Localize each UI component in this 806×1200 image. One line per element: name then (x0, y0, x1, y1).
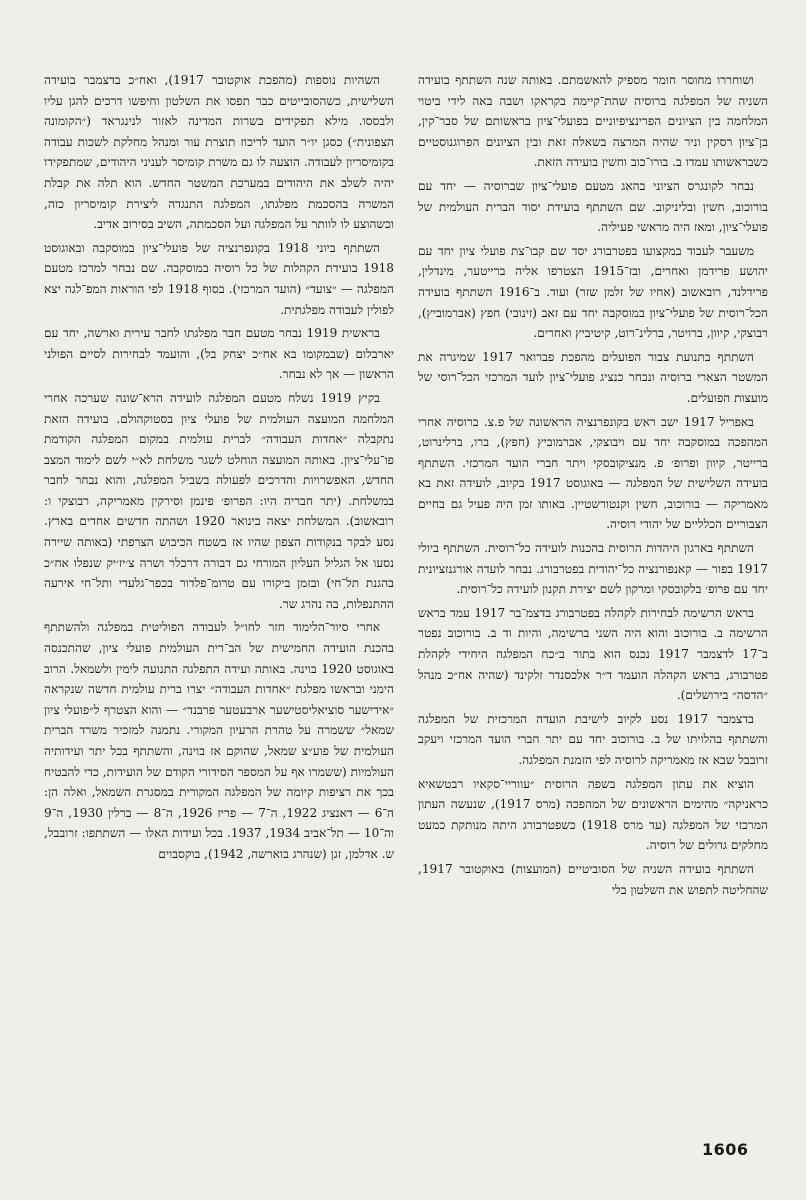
right-column (418, 70, 768, 903)
page-number: 1606 (702, 1140, 749, 1159)
paragraph: בראשית 1919 נבחר מטעם חבר מפלגתו לחבר עירית וארשה, יחד עם יארבלום (שבמקומו בא אח״כ יצחק בל), והועמד לבחירות לסיים הפולני הראשון — אך לא נבחר. (44, 326, 394, 382)
paragraph: אחרי סיור־הלימוד חזר לחו״ל לעבודה הפוליטית במפלגה ולהשתתף בהכנת הועידה החמישית של הב־רית העולמית פועלי ציון, שהתכנסה באוגוסט 1920 בוינה. באותה ועידה התפלגה התנועה לימין ולשמאל. הרוב הימני ובראשו מפלגת ״אחדות העבודה״ יצרו ברית עולמית חדשה שנקראה ״אידישער סוציאליסטישער ארבעטער פרבנד״ — והוא הצטרף ל״פועלי ציון שמאל״ ששמרה על טהרת הרעיון המקורי. נתמנה למזכיר משרד הברית העולמית של פוע״צ שמאל, שהוקם אז בוינה, והשתתף בכל יתר ועידותיה העולמיות (ששמרו אף על המספר הסידורי הקודם של הועידות, כדי להבטיח בכך את רציפות קיומה של המפלגה המקורית במסגרת השמאל, ואלה הן: ה־6 — דאנציג 1922, ה־7 — פריז 1926, ה־8 — ברלין 1930, ה־9 וה־10 — תל־אביב 1934, 1937. בכל ועידות האלו — השתתפו: זרובבל, ש. אדלמן, זגן (שנהרג בוארשה, 1942), בוקסבוים (44, 620, 394, 861)
paragraph: ושוחררו מחוסר חומר מספיק להאשמתם. באותה שנה השתתף בועידה השניה של המפלגה ברוסיה שהת־קיימה בקראקו ושבה באה לידי ביטוי המלחמה בין הציונים הפרינציפיוניים בפועלי־ציון בראשותם של סבר־קין, בן־ציון רסקין וניר שהיה המרצה בשאלה זאת ובין הציונים הפרוגנוסטיים כשבראשותו עמדו ב. בורו־כוב וחשין בועידה הזאת. (418, 73, 768, 170)
paragraph: השתתף בתנועת צבור הפועלים מהפכת פברואר 1917 שמיגרה את המשטר הצארי ברוסיה ונבחר כנציג פועלי־ציון לועד המרכזי הכל־רוסי של מועצות הפועלים. (418, 349, 768, 405)
paragraph: נבחר לקונגרס הציוני בהאג מטעם פועלי־ציון שברוסיה — יחד עם בורוכוב, חשין ובליניקוב. שם השתתף בועידת יסוד הברית העולמית של פועלי־ציון, ומאז היה מראשי פעיליה. (418, 178, 768, 235)
paragraph: באפריל 1917 ישב ראש בקונפרנציה הראשונה של פ.צ. ברוסיה אחרי המהפכה במוסקבה יחד עם ויבוצקי, אברמוביץ (חפץ), ברו, ברלינרוט, ברייטר, קיוון ופרופ׳ פ. מנציקובסקי ויתר חברי הועד המרכזי. השתתף בועידה השלישית של המפלגה — באוגוסט 1917 בקיוב, לועידה זאת בא מאמריקה — בורוכוב, חשין וקנטורשטיין. באותו זמן היה פעיל גם בחיים הצבוריים הכלליים של יהודי רוסיה. (418, 414, 768, 532)
paragraph: משעבר לעבוד במקצועו בפטרבורג יסד שם קבו־צת פועלי ציון יחד עם יהושע פרידמן ואחרים, ובז־1915 הצטרפו אליה ברייטער, מינדלין, פרידלנד, רובאשוב (אחיו של זלמן שזר) ועוד. ב־1916 השתתף בועידה הכל־רוסית של פועלי־ציון במוסקבה יחד עם זאב (זינובי) חפץ (אברמוביץ), רבוצקי, קיוון, ברויטר, ברלינ־רוט, קיטיביץ ואחרים. (418, 243, 768, 341)
paragraph: הוציא את עתון המפלגה בשפה הרוסית ״עווריי־סקאיו רבטשאיא כראניקה״ מהימים הראשונים של המהפכה (מרס 1917), שנעשה העתון המרכזי של המפלגה (עד מרס 1918) כשפטרבורג היתה מנותקת כמעט מחלקים גדולים של רוסיה. (418, 776, 768, 853)
paragraph: בדצמבר 1917 נסע לקיוב לישיבת הועדה המרכזית של המפלגה והשתתף בהלויתו של ב. בורוכוב יחד עם יתר חברי הועד המרכזי ויעקב זרובבל שבא אז מאמריקה לרוסיה לפי הזמנת המפלגה. (418, 711, 768, 767)
paragraph: בקיץ 1919 נשלח מטעם המפלגה לועידה הרא־שונה שערכה אחרי המלחמה המועצה העולמית של פועלי ציון בסטוקהולם. בועידה הזאת נתקבלה ״אחדות העבודה״ לברית עולמית במקום המפלגה הקודמת פו־עלי־ציון. באותה המועצה הוחלט לשגר משלחת לא״י לשם לימוד המצב החדש, האפשרויות והדרכים לפעולה בשביל המפלגה, והוא נבחר לחבר במשלחת. (יתר חבריה היו: הפרופ׳ פינמן וסירקין מאמריקה, רבוצקי ו: רובאשוב). המשלחת יצאה בינואר 1920 ושהתה חדשים אחדים בארץ. נסע לבקר בנקודות הצפון שהיו אז בשטח הכיבוש הצרפתי (באותה שיירה נסעו אל הגליל העליון המורחי גם דבורה דרכלר ושרה צ׳יז׳יק שנפלו אח״כ בהגנת תל־חי) ובזמן ביקורו עם טרומ־פלדור בכפר־גלעדי ותל־חי אירעה ההתנפלות, בה נהרג שר. (44, 390, 395, 611)
paragraph: בראש הרשימה לבחירות לקהלה בפטרבורג בדצמ־בר 1917 עמד בראש הרשימה ב. בורוכוב והוא היה השני ברשימה, והיות וד ב. בורוכוב נפטר ב־17 לדצמבר 1917 נכנס הוא בתור ב״כח המפלגה היחידי לקהלת פטרבורג, בראש הקהלה הועמד ד״ר אלכסנדר זלקינד (שהיה אח״כ מנהל ״הדסה״ בירושלים). (418, 605, 769, 703)
paragraph: השהיות נוספות (מהפכת אוקטובר 1917), ואח״כ בדצמבר בועידה השלישית, כשהסובייטים כבר תפסו את השלטון וחיפשו דרכים להגן עליו ולבססו. מילא תפקידים בשרות המדינה לאזור לנינגראד (״הקומונה הצפונית״) כסגן יו״ר הועד לריכוז תוצרת עור ומנהל מחלקת לשכות עבודה בקומיסריון לעבודה. הוצעה לו גם משרת קומיסר לעניני היהודים, שמתפקידו יהיה לשלב את היהודים במערכת המשטר החדש. הוא תלה את קבלת המשרה בהסכמת מפלגתו, המפלגה התנגדה ליצירת קומיסריון כזה, וכשהוצע לו לוותר על המפלגה ועל הסכמתה, השיב בסירוב אדיב. (44, 73, 394, 232)
paragraph: השתתף בארגון היהדות הרוסית בהכנות לועידה כל־רוסית. השתתף ביולי 1917 בפור — קאנפורנציה כל־יהודית בפטרבורג. נבחר לועדה אורגנזציונית יחד עם פרופ׳ בלקובסקי ומרקון לשם יצירת תקנון לועידה כל־רוסית. (418, 541, 768, 597)
paragraph: השתתף ביוני 1918 בקונפרנציה של פועלי־ציון במוסקבה ובאוגוסט 1918 בועידת הקהלות של כל רוסיה במוסקבה. שם נבחר למרכז מטעם המפלגה — ״צועד״ (הועד המרכזי). בסוף 1918 לפי הוראות המפ־לגה יצא לפולין לעבודה מפלגתית. (44, 240, 394, 317)
left-column (44, 70, 394, 868)
paragraph: השתתף בועידה השניה של הסוביטיים (המועצות) באוקטובר 1917, שהחליטה לתפוש את השלטון בלי (418, 861, 768, 897)
